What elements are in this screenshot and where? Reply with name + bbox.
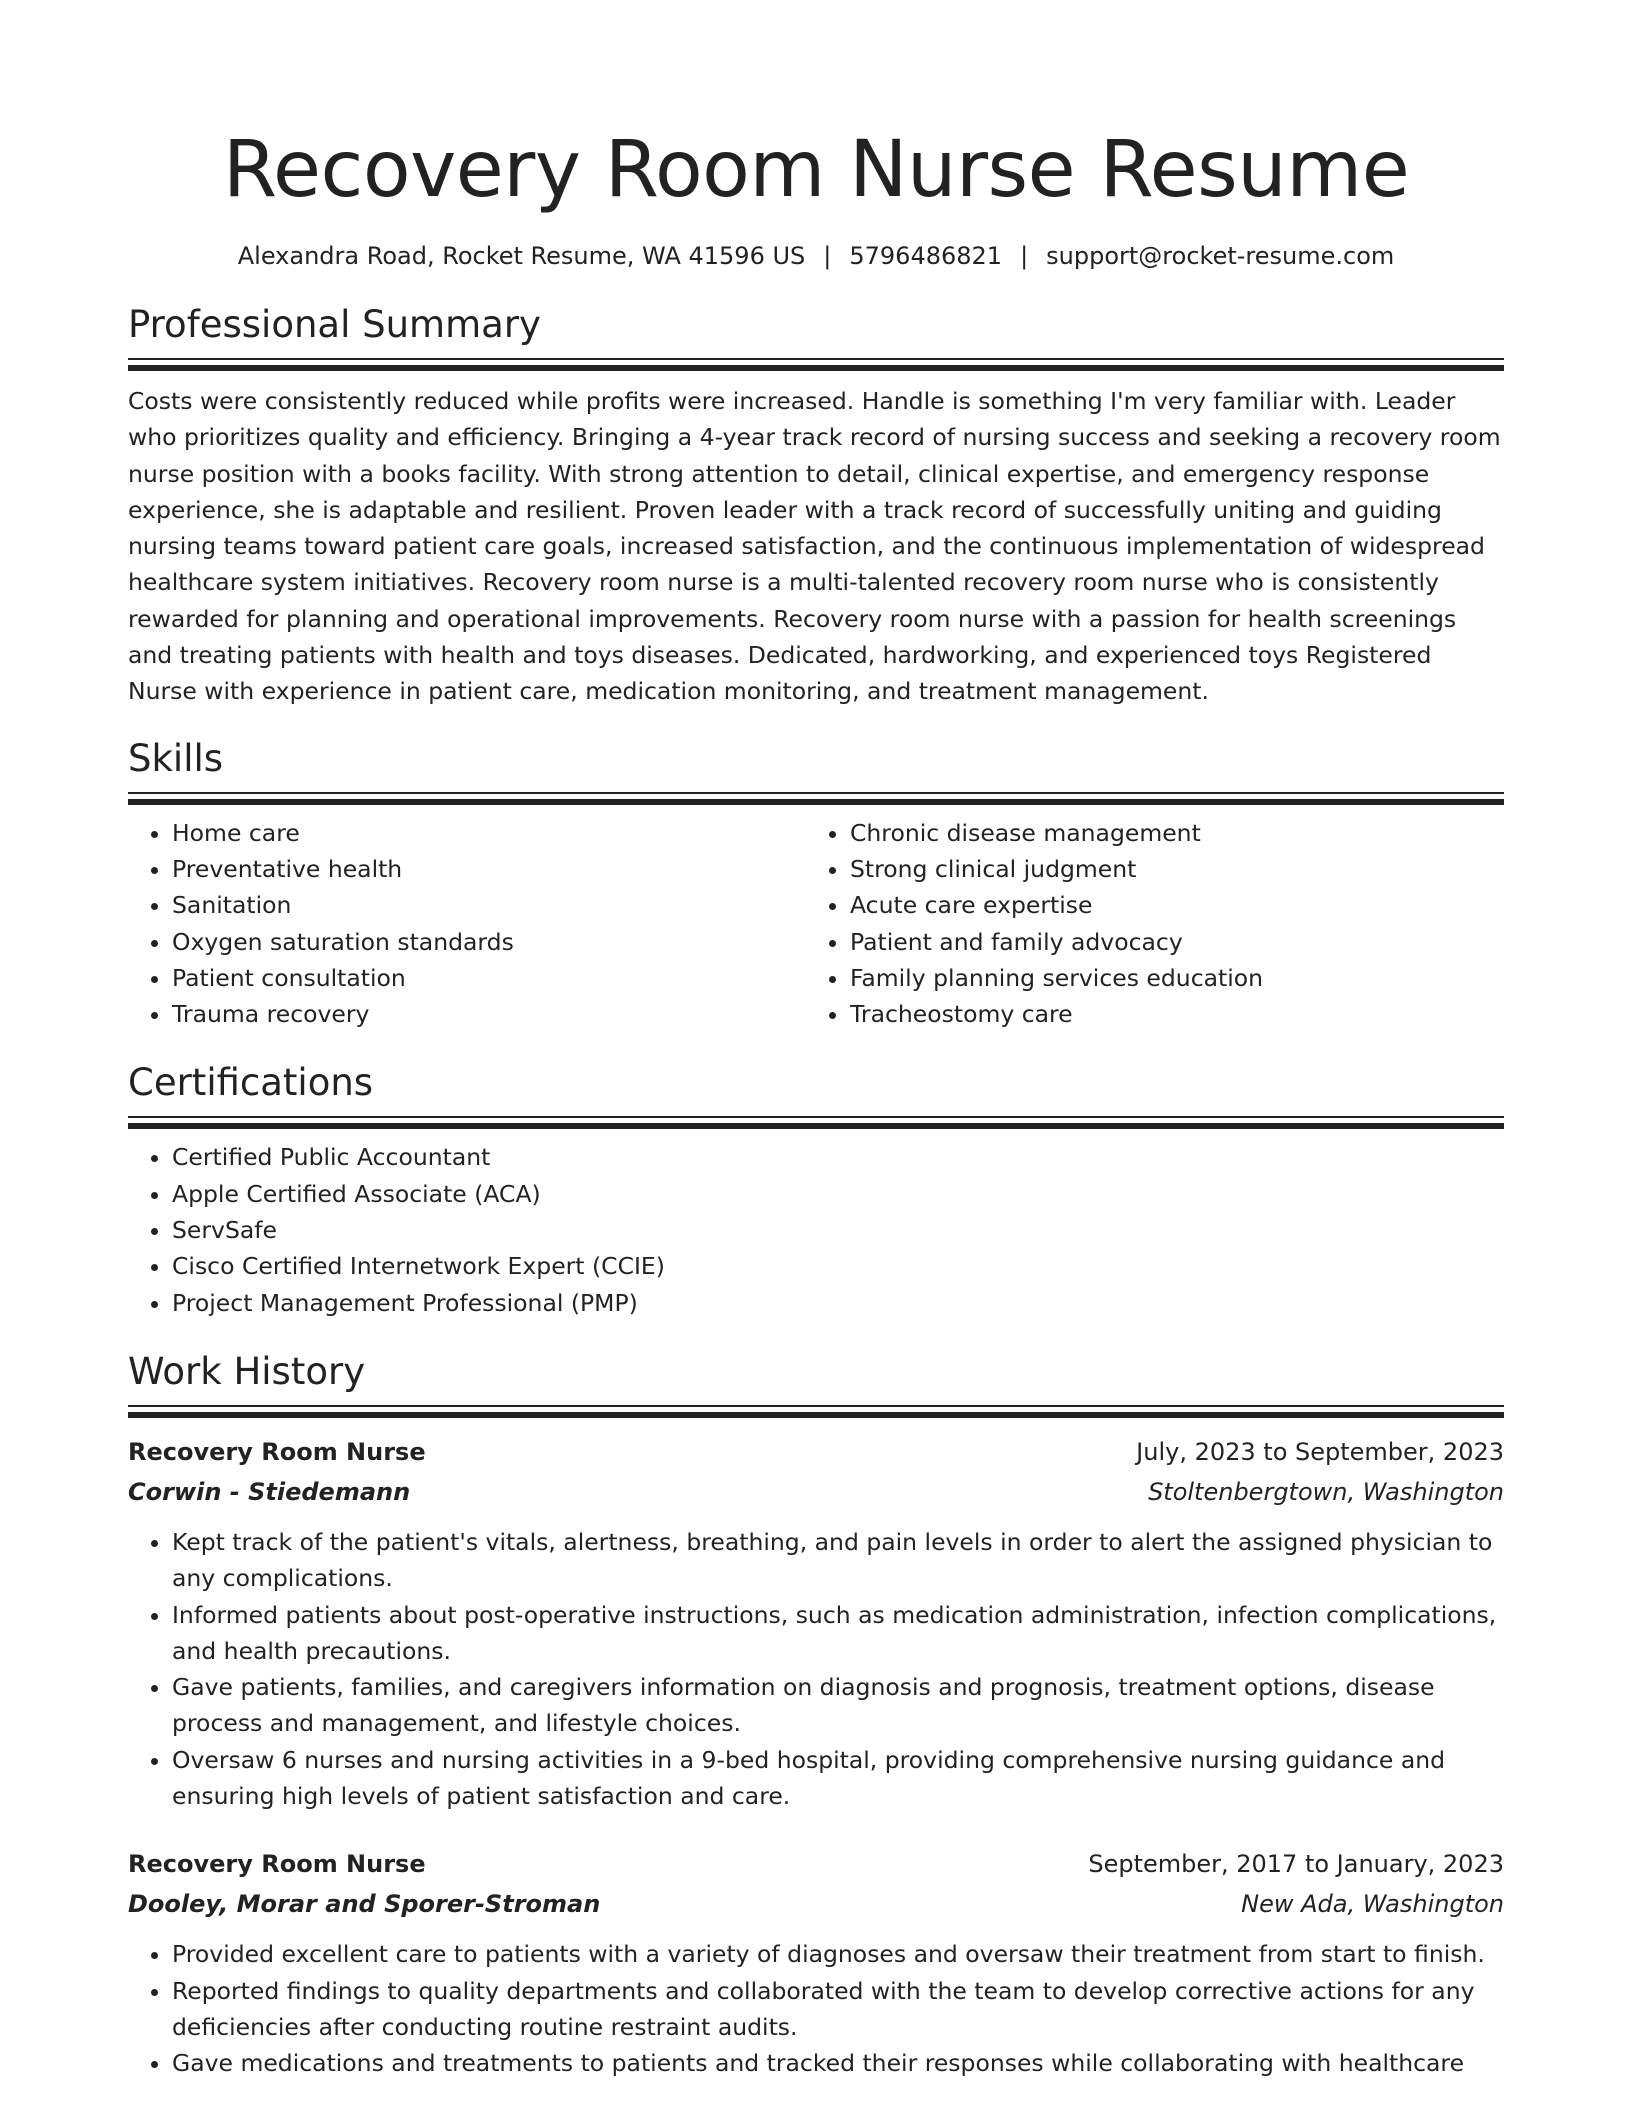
skills-list-right <box>806 815 1504 1033</box>
contact-separator: | <box>1020 242 1029 270</box>
resume-title: Recovery Room Nurse Resume <box>222 125 1410 215</box>
job-bullet: • Reported findings to quality departments and collaborated with the team to develop corrective actions for any deficiencies after conducting routine restraint audits. <box>172 1973 1504 2046</box>
section-divider <box>128 358 1504 371</box>
certification-item: • Project Management Professional (PMP) <box>172 1285 1504 1321</box>
job-subheader <box>128 1884 1504 1924</box>
section-heading-summary: Professional Summary <box>128 303 541 346</box>
job-bullet: • Gave patients, families, and caregivers information on diagnosis and prognosis, treatment options, disease process and management, and lifestyle choices. <box>172 1669 1504 1742</box>
skill-item: • Preventative health <box>172 851 806 887</box>
contact-line <box>128 240 1504 272</box>
skill-item: • Oxygen saturation standards <box>172 924 806 960</box>
job-bullets <box>128 1936 1504 2081</box>
certification-item: • ServSafe <box>172 1212 1504 1248</box>
skill-item: • Sanitation <box>172 887 806 923</box>
job-company: Corwin - Stiedemann <box>128 1477 411 1506</box>
skill-item: • Tracheostomy care <box>850 996 1504 1032</box>
resume-page <box>128 0 1504 2112</box>
work-history-section <box>128 1349 1504 2082</box>
summary-text: Costs were consistently reduced while profits were increased. Handle is something I'm very familiar with. Leader who prioritizes quality and efficiency. Bringing a 4-year track record of nursing success and seeking a recovery room nurse position with a books facility. With strong attention to detail, clinical expertise, and emergency response experience, she is adaptable and resilient. Proven leader with a track record of successfully uniting and guiding nursing teams toward patient care goals, increased satisfaction, and the continuous implementation of widespread healthcare system initiatives. Recovery room nurse is a multi-talented recovery room nurse who is consistently rewarded for planning and operational improvements. Recovery room nurse with a passion for health screenings and treating patients with health and toys diseases. Dedicated, hardworking, and experienced toys Registered Nurse with experience in patient care, medication monitoring, and treatment management. <box>128 387 1501 706</box>
job-entry <box>128 1432 1504 1814</box>
job-dates: September, 2017 to January, 2023 <box>1088 1850 1504 1879</box>
skill-item: • Home care <box>172 815 806 851</box>
certification-item: • Certified Public Accountant <box>172 1139 1504 1175</box>
job-bullets <box>128 1524 1504 1814</box>
job-bullet: • Oversaw 6 nurses and nursing activities in a 9-bed hospital, providing comprehensive nursing guidance and ensuring high levels of patient satisfaction and care. <box>172 1742 1504 1815</box>
job-header <box>128 1432 1504 1472</box>
skill-item: • Chronic disease management <box>850 815 1504 851</box>
skill-item: • Patient consultation <box>172 960 806 996</box>
certifications-list <box>128 1139 1504 1320</box>
skill-item: • Strong clinical judgment <box>850 851 1504 887</box>
job-title: Recovery Room Nurse <box>128 1850 426 1879</box>
skill-item: • Acute care expertise <box>850 887 1504 923</box>
job-header <box>128 1844 1504 1884</box>
job-title: Recovery Room Nurse <box>128 1437 426 1466</box>
section-divider <box>128 792 1504 805</box>
job-entry <box>128 1844 1504 2081</box>
section-heading-work-history: Work History <box>128 1349 366 1393</box>
skills-grid <box>128 815 1504 1033</box>
skills-section <box>128 736 1504 1033</box>
job-dates: July, 2023 to September, 2023 <box>1136 1437 1504 1466</box>
contact-phone: 5796486821 <box>849 242 1003 270</box>
section-divider <box>128 1405 1504 1418</box>
job-company: Dooley, Morar and Sporer-Stroman <box>128 1890 601 1919</box>
job-bullet: • Provided excellent care to patients with a variety of diagnoses and oversaw their treatment from start to finish. <box>172 1936 1504 1972</box>
job-location: New Ada, Washington <box>1241 1890 1504 1919</box>
skill-item: • Patient and family advocacy <box>850 924 1504 960</box>
contact-address: Alexandra Road, Rocket Resume, WA 41596 US <box>237 242 806 270</box>
section-heading-skills: Skills <box>128 736 224 780</box>
job-subheader <box>128 1472 1504 1512</box>
section-heading-certifications: Certifications <box>128 1061 374 1105</box>
skill-item: • Trauma recovery <box>172 996 806 1032</box>
skill-item: • Family planning services education <box>850 960 1504 996</box>
section-divider <box>128 1116 1504 1129</box>
skills-list-left <box>128 815 806 1033</box>
certification-item: • Cisco Certified Internetwork Expert (CCIE) <box>172 1248 1504 1284</box>
contact-email: support@rocket-resume.com <box>1046 242 1395 270</box>
job-bullet: • Gave medications and treatments to patients and tracked their responses while collaborating with healthcare <box>172 2045 1504 2081</box>
certifications-section <box>128 1060 1504 1320</box>
summary-section <box>128 302 1504 710</box>
job-bullet: • Kept track of the patient's vitals, alertness, breathing, and pain levels in order to alert the assigned physician to any complications. <box>172 1524 1504 1597</box>
certification-item: • Apple Certified Associate (ACA) <box>172 1176 1504 1212</box>
contact-separator: | <box>823 242 832 270</box>
job-bullet: • Informed patients about post-operative instructions, such as medication administration, infection complications, and health precautions. <box>172 1597 1504 1670</box>
job-location: Stoltenbergtown, Washington <box>1148 1477 1504 1506</box>
